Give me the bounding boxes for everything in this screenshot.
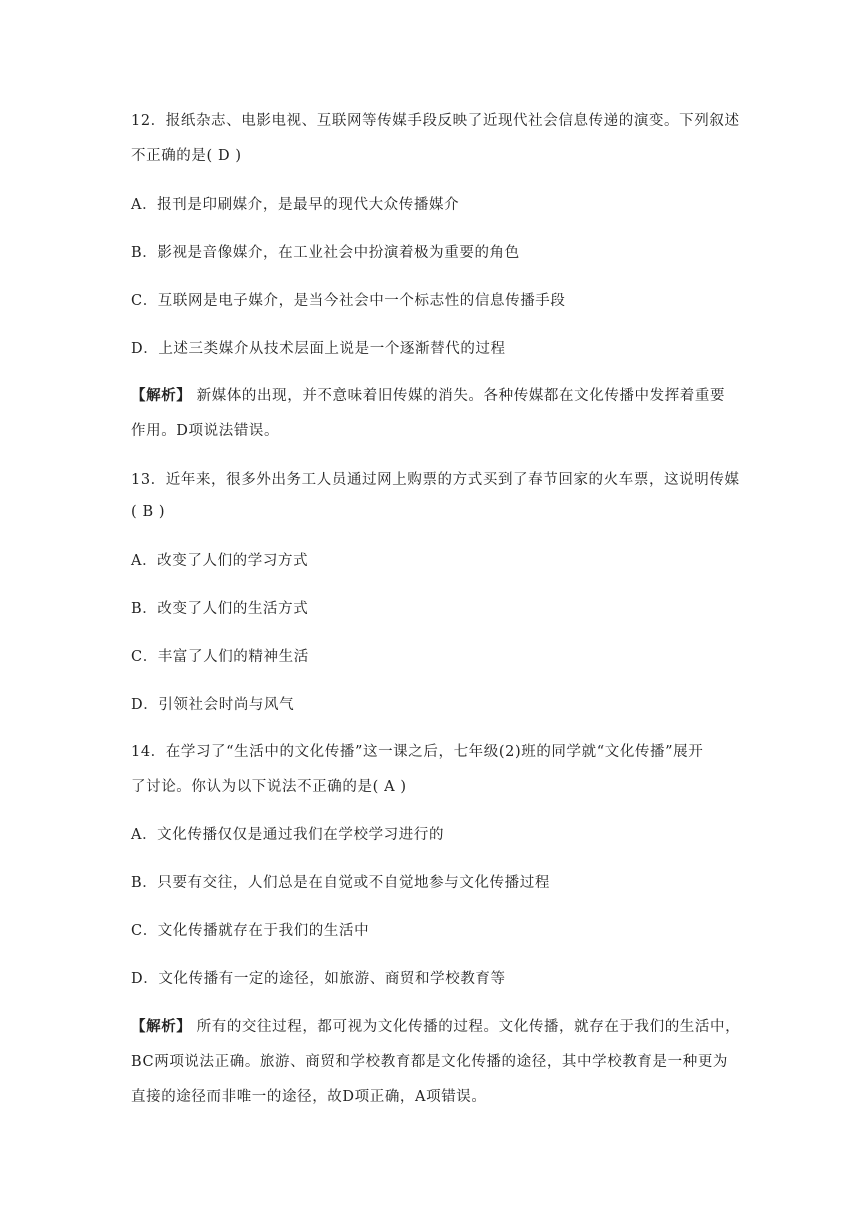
q14-analysis-text: 所有的交往过程，都可视为文化传播的过程。文化传播，就存在于我们的生活中， (191, 1019, 741, 1035)
q13-option-d: D．引领社会时尚与风气 (131, 697, 295, 713)
q12-analysis-line-2: 作用。D项说法错误。 (131, 423, 280, 439)
q14-analysis-line-3: 直接的途径而非唯一的途径，故D项正确，A项错误。 (131, 1089, 487, 1105)
q12-option-d: D．上述三类媒介从技术层面上说是一个逐渐替代的过程 (131, 341, 506, 357)
q14-option-a: A．文化传播仅仅是通过我们在学校学习进行的 (131, 827, 445, 843)
q13-option-b: B．改变了人们的生活方式 (131, 601, 309, 617)
q12-analysis-text: 新媒体的出现，并不意味着旧传媒的消失。各种传媒都在文化传播中发挥着重要 (191, 388, 726, 404)
q14-option-c: C．文化传播就存在于我们的生活中 (131, 923, 370, 939)
q14-option-d: D．文化传播有一定的途径，如旅游、商贸和学校教育等 (131, 971, 506, 987)
q14-analysis-label: 【解析】 (131, 1019, 192, 1035)
q13-option-a: A．改变了人们的学习方式 (131, 553, 309, 569)
q14-analysis-line-2: BC两项说法正确。旅游、商贸和学校教育都是文化传播的途径，其中学校教育是一种更为 (131, 1054, 729, 1070)
q14-stem-line-2: 了讨论。你认为以下说法不正确的是( A ) (131, 779, 407, 795)
q12-analysis-line-1 (131, 386, 741, 406)
q12-option-b: B．影视是音像媒介，在工业社会中扮演着极为重要的角色 (131, 245, 520, 261)
q12-stem-line-1: 12．报纸杂志、电影电视、互联网等传媒手段反映了近现代社会信息传递的演变。下列叙述 (131, 113, 740, 129)
q12-option-c: C．互联网是电子媒介，是当今社会中一个标志性的信息传播手段 (131, 293, 566, 309)
q14-option-b: B．只要有交往，人们总是在自觉或不自觉地参与文化传播过程 (131, 875, 550, 891)
q13-stem-line-2: ( B ) (131, 504, 166, 520)
q12-option-a: A．报刊是印刷媒介，是最早的现代大众传播媒介 (131, 197, 460, 213)
q12-analysis-label: 【解析】 (131, 388, 192, 404)
q13-stem-line-1: 13．近年来，很多外出务工人员通过网上购票的方式买到了春节回家的火车票，这说明传媒 (131, 472, 740, 488)
q12-stem-line-2: 不正确的是( D ) (131, 148, 242, 164)
q14-analysis-line-1 (131, 1017, 741, 1037)
q14-stem-line-1: 14．在学习了“生活中的文化传播”这一课之后，七年级(2)班的同学就“文化传播”展开 (131, 744, 704, 760)
q13-option-c: C．丰富了人们的精神生活 (131, 649, 309, 665)
